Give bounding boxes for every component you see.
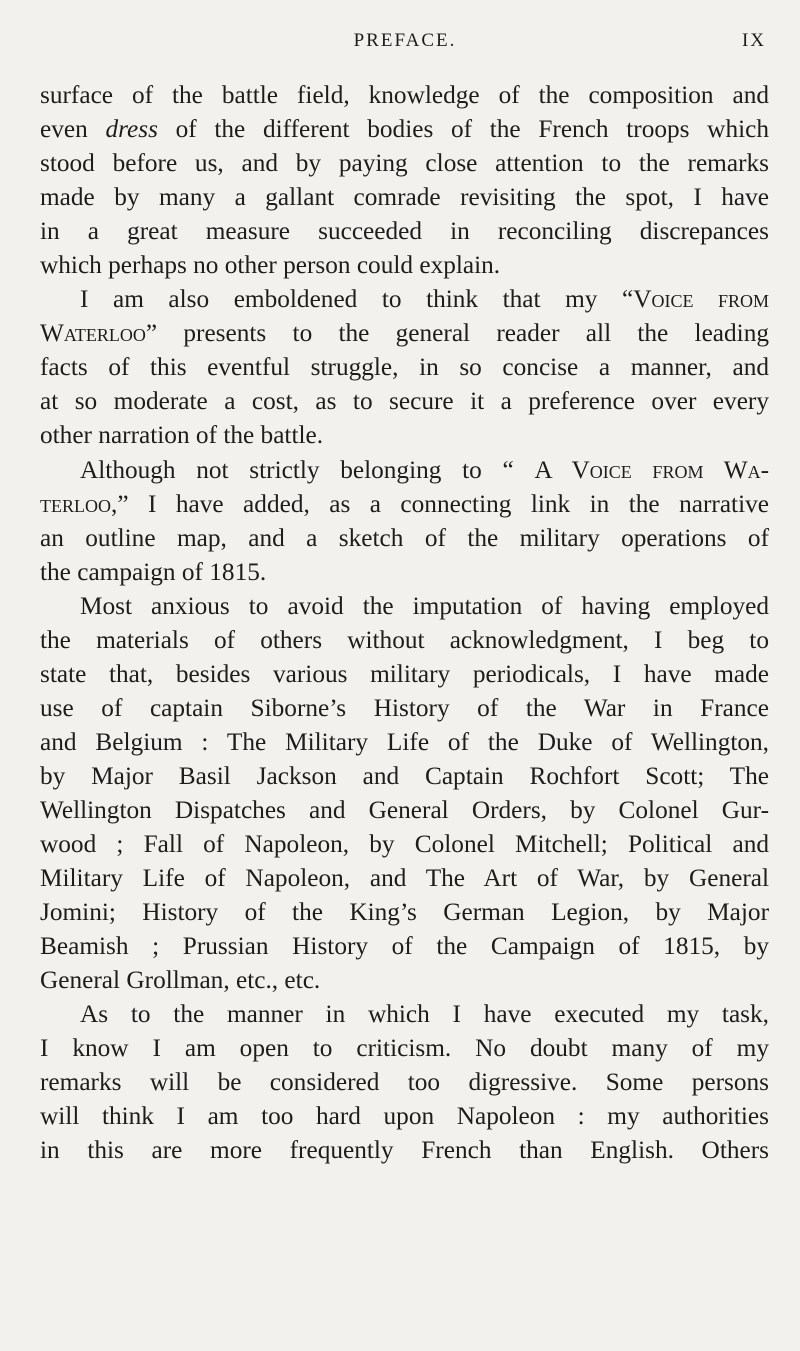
text-line: by Major Basil Jackson and Captain Rochfort Scott; The [40,761,769,790]
text-line: stood before us, and by paying close attention to the remarks [40,149,769,178]
page-number: IX [741,30,766,51]
italic-word: dress [105,115,158,144]
text-line: an outline map, and a sketch of the military operations of [40,523,769,552]
preface-body [40,78,769,1168]
text-line: in this are more frequently French than English. Others [40,1136,769,1165]
running-title: PREFACE. [353,30,457,51]
text-line: Beamish ; Prussian History of the Campaign of 1815, by [40,932,769,961]
text-line: use of captain Siborne’s History of the War in France [40,693,769,722]
text-line: in a great measure succeeded in reconciling discrepances [40,217,769,246]
text-line: terloo,” I have added, as a connecting link in the narrative [40,489,769,518]
text-line: surface of the battle field, knowledge of the composition and [40,81,769,109]
text-line: Waterloo” presents to the general reader all the leading [40,319,769,348]
text-line: General Grollman, etc., etc. [40,966,321,995]
text-line: made by many a gallant comrade revisiting the spot, I have [40,183,769,212]
text-line: I know I am open to criticism. No doubt many of my [40,1034,769,1063]
text-line: Jomini; History of the King’s German Legion, by Major [40,898,769,927]
text-line: other narration of the battle. [40,421,324,450]
book-title: Waterloo [40,319,146,348]
text-line: and Belgium : The Military Life of the Duke of Wellington, [40,727,769,756]
text-line: Wellington Dispatches and General Orders, by Colonel Gur- [40,795,769,824]
book-title: A Voice from Wa- [534,455,769,484]
text-line: the materials of others without acknowledgment, I beg to [40,625,769,654]
book-title: terloo, [40,489,118,518]
text-line: even dress of the different bodies of the French troops which [40,115,769,144]
page-header [40,30,770,60]
text-line: state that, besides various military periodicals, I have made [40,659,769,688]
text-line: which perhaps no other person could explain. [40,251,501,280]
text-line: remarks will be considered too digressive. Some persons [40,1068,769,1097]
text-line: Military Life of Napoleon, and The Art of War, by General [40,864,769,893]
text-line: Although not strictly belonging to “ A Voice from Wa- [80,455,769,484]
text-line: will think I am too hard upon Napoleon : my authorities [40,1102,769,1131]
text-line: the campaign of 1815. [40,557,267,586]
text-line: facts of this eventful struggle, in so concise a manner, and [40,353,769,382]
book-title: Voice from [633,285,770,314]
text-line: wood ; Fall of Napoleon, by Colonel Mitchell; Political and [40,830,769,859]
text-line: at so moderate a cost, as to secure it a preference over every [40,387,769,416]
text-line: I am also emboldened to think that my “Voice from [80,285,770,314]
text-line: As to the manner in which I have executed my task, [80,1000,769,1029]
text-line: Most anxious to avoid the imputation of having employed [80,591,769,620]
